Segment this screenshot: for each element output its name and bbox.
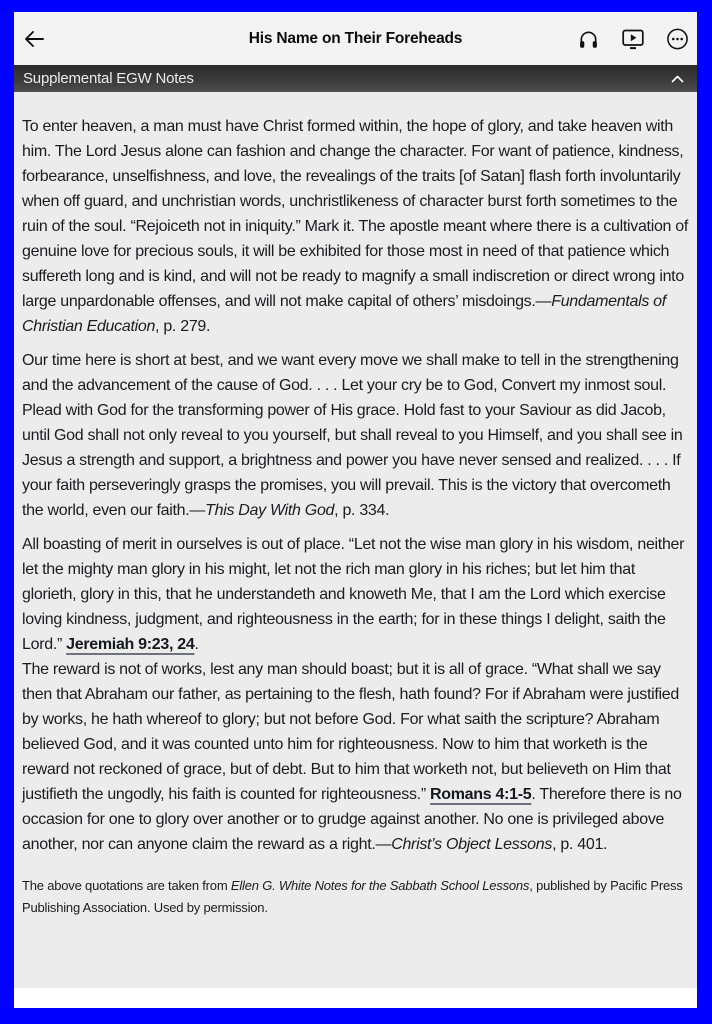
paragraph: Our time here is short at best, and we want every move we shall make to tell in the strengthening and the advancement of the cause of God. . . . Let your cry be to God, Convert my inmost soul. Plead with God for the transforming power of His grace. Hold fast to your Saviour as did Jacob, until God shall not only reveal to you yourself, but shall reveal to you Himself, and you shall see in Jesus a strength and support, a brightness and power you have never sensed and realized. . . . If your faith perseveringly grasps the promises, you will prevail. This is the victory that overcometh the world, even our faith.—This Day With God, p. 334.: [22, 352, 683, 519]
top-bar: [14, 12, 697, 65]
app-window: [14, 12, 697, 1008]
headphones-icon: [577, 27, 600, 50]
topbar-actions: [574, 24, 692, 53]
quotation-paragraphs: [22, 114, 689, 857]
more-options-button[interactable]: [663, 24, 692, 53]
footnote: The above quotations are taken from Ellen G. White Notes for the Sabbath School Lessons, published by Pacific Press Publishing Association. Used by permission.: [22, 878, 683, 915]
video-button[interactable]: [618, 24, 648, 53]
book-title: Ellen G. White Notes for the Sabbath School Lessons: [230, 878, 530, 893]
back-arrow-icon: [23, 30, 45, 48]
book-title: Fundamentals of Christian Education: [22, 293, 666, 335]
book-title: This Day With God: [205, 502, 335, 519]
book-title: Christ’s Object Lessons: [391, 836, 553, 853]
page-title: His Name on Their Foreheads: [248, 29, 463, 47]
chevron-up-icon: [671, 75, 684, 83]
more-options-icon: [666, 27, 689, 50]
paragraph: To enter heaven, a man must have Christ formed within, the hope of glory, and take heaven with him. The Lord Jesus alone can fashion and change the character. For want of patience, kindness, forbearance, unselfishness, and love, the revealings of the traits [of Satan] flash forth involuntarily when off guard, and unchristian words, unchristlikeness of character burst forth sometimes to the ruin of the soul. “Rejoiceth not in iniquity.” Mark it. The apostle meant where there is a cultivation of genuine love for precious souls, it will be exhibited for those most in need of that patience which suffereth long and is kind, and will not be ready to magnify a small indiscretion or direct wrong into large unpardonable offenses, and will not make capital of others’ misdoings.—Fundamentals of Christian Education, p. 279.: [22, 118, 689, 335]
jeremiah-9-23-24-link[interactable]: Jeremiah 9:23, 24: [66, 636, 195, 653]
video-player-icon: [621, 27, 645, 50]
section-title: Supplemental EGW Notes: [23, 70, 194, 87]
notes-content[interactable]: [14, 92, 697, 988]
back-button[interactable]: [20, 27, 48, 51]
romans-4-1-5-link[interactable]: Romans 4:1-5: [430, 786, 532, 803]
paragraph: All boasting of merit in ourselves is out of place. “Let not the wise man glory in his wisdom, neither let the mighty man glory in his might, let not the rich man glory in his riches; but let him that glorieth, glory in this, that he understandeth and knoweth Me, that I am the Lord which exercise loving kindness, judgment, and righteousness in the earth; for in these things I delight, saith the Lord.” Jeremiah 9:23, 24. The reward is not of works, lest any man should boast; but it is all of grace. “What shall we say then that Abraham our father, as pertaining to the flesh, hath found? For if Abraham were justified by works, he hath whereof to glory; but not before God. For what saith the scripture? Abraham believed God, and it was counted unto him for righteousness. Now to him that worketh is the reward not reckoned of grace, but of debt. But to him that worketh not, but believeth on Him that justifieth the ungodly, his faith is counted for righteousness.” Romans 4:1-5. Therefore there is no occasion for one to glory over another or to grudge against another. No one is privileged above another, nor can anyone claim the reward as a right.—Christ’s Object Lessons, p. 401.: [22, 536, 685, 853]
audio-button[interactable]: [574, 24, 603, 53]
section-header-supplemental-egw-notes[interactable]: [14, 65, 697, 92]
bottom-safe-area: [14, 988, 697, 1008]
